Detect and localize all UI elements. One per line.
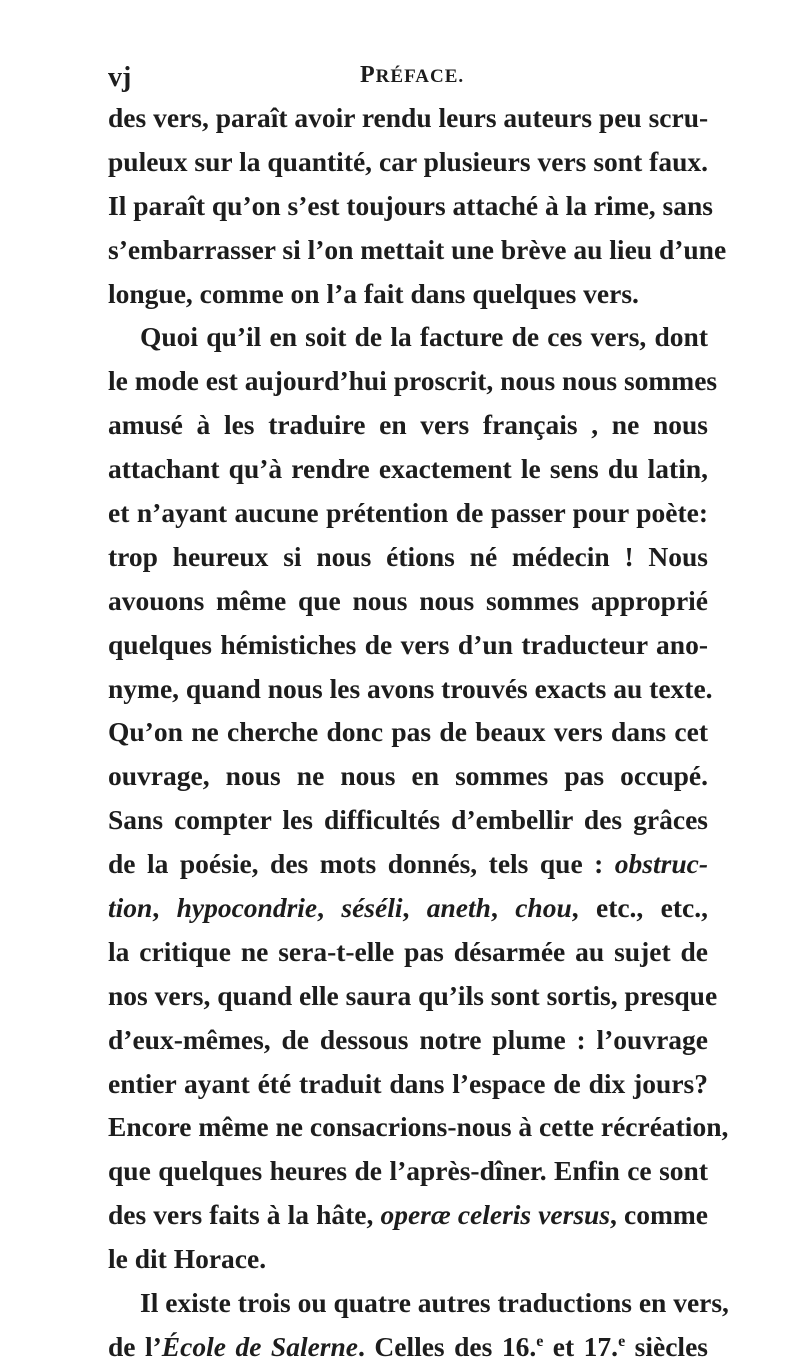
italic-segment: hypocondrie: [176, 892, 318, 924]
text-segment: ,: [317, 892, 342, 924]
text-line: [108, 1105, 729, 1149]
italic-segment: chou: [515, 892, 572, 924]
text-segment: Il paraît qu’on s’est toujours attaché à la rime, sans: [108, 189, 713, 221]
running-title-rest: RÉFACE.: [375, 66, 465, 87]
superscript: e: [536, 1332, 544, 1350]
italic-segment: obstruc-: [614, 848, 708, 880]
italic-segment: tion: [108, 892, 153, 924]
text-segment: entier ayant été traduit dans l’espace de dix jours?: [108, 1067, 708, 1099]
text-segment: nyme, quand nous les avons trouvés exacts au texte.: [108, 672, 713, 704]
text-line: [108, 491, 708, 535]
text-line: [108, 1325, 708, 1369]
text-segment: attachant qu’à rendre exactement le sens du latin,: [108, 453, 708, 485]
text-segment: ,: [490, 892, 516, 924]
text-line: [108, 96, 708, 140]
text-segment: puleux sur la quantité, car plusieurs vers sont faux.: [108, 145, 708, 177]
text-line: [108, 272, 708, 316]
italic-segment: séséli: [341, 892, 403, 924]
page-number: vj: [108, 62, 132, 93]
text-line: [108, 579, 708, 623]
text-segment: avouons même que nous nous sommes approprié: [108, 584, 708, 616]
text-segment: d’eux-mêmes, de dessous notre plume : l’ouvrage: [108, 1023, 708, 1055]
text-line: [108, 886, 708, 930]
text-line: [108, 535, 708, 579]
text-segment: Encore même ne consacrions-nous à cette récréation,: [108, 1111, 729, 1143]
text-segment: trop heureux si nous étions né médecin ! Nous: [108, 540, 708, 572]
running-title-initial: P: [360, 62, 376, 88]
text-line: [108, 1193, 708, 1237]
text-segment: s’embarrasser si l’on mettait une brève au lieu d’une: [108, 233, 727, 265]
text-segment: et n’ayant aucune prétention de passer pour poète:: [108, 497, 708, 529]
text-segment: le dit Horace.: [108, 1243, 267, 1275]
text-segment: et 17.: [543, 1330, 619, 1362]
text-segment: la critique ne sera-t-elle pas désarmée au sujet de: [108, 935, 708, 967]
text-segment: nos vers, quand elle saura qu’ils sont sortis, presque: [108, 979, 718, 1011]
italic-segment: aneth: [426, 892, 491, 924]
text-line: [108, 228, 727, 272]
text-segment: ,: [402, 892, 427, 924]
text-segment: ouvrage, nous ne nous en sommes pas occupé.: [108, 760, 708, 792]
text-line: [108, 315, 708, 359]
preface-text: [108, 96, 729, 1369]
superscript: e: [618, 1332, 626, 1350]
text-segment: des vers faits à la hâte,: [108, 1199, 381, 1231]
text-segment: de la poésie, des mots donnés, tels que :: [108, 848, 615, 880]
text-segment: Quoi qu’il en soit de la facture de ces vers, dont: [140, 321, 708, 353]
running-title: [360, 62, 464, 89]
italic-segment: operæ celeris versus: [380, 1199, 611, 1231]
text-line: [108, 930, 708, 974]
text-line: [108, 140, 708, 184]
text-line: [108, 974, 718, 1018]
text-line: [108, 359, 718, 403]
text-line: [108, 1237, 708, 1281]
text-segment: des vers, paraît avoir rendu leurs auteurs peu scru-: [108, 102, 709, 133]
text-line: [108, 623, 708, 667]
text-line: [108, 667, 713, 711]
text-line: [108, 798, 708, 842]
text-line: [108, 447, 708, 491]
text-line: [108, 1062, 708, 1106]
text-segment: , etc., etc.,: [571, 892, 708, 924]
text-line: [108, 710, 708, 754]
text-segment: Sans compter les difficultés d’embellir des grâces: [108, 804, 708, 836]
text-segment: Qu’on ne cherche donc pas de beaux vers dans cet: [108, 716, 708, 748]
text-line: [108, 1149, 708, 1193]
text-segment: que quelques heures de l’après-dîner. Enfin ce sont: [108, 1155, 708, 1187]
text-line: [108, 184, 713, 228]
text-line: [108, 403, 708, 447]
italic-segment: École de Salerne: [161, 1330, 358, 1362]
text-line: [108, 1281, 729, 1325]
text-segment: . Celles des 16.: [358, 1330, 537, 1362]
text-segment: le mode est aujourd’hui proscrit, nous nous sommes: [108, 365, 718, 397]
text-segment: ,: [152, 892, 177, 924]
text-line: [108, 842, 708, 886]
text-line: [108, 754, 708, 798]
text-line: [108, 1018, 708, 1062]
text-segment: siècles: [625, 1330, 708, 1362]
text-segment: amusé à les traduire en vers français , ne nous: [108, 409, 708, 441]
text-segment: , comme: [610, 1199, 708, 1231]
text-segment: de l’: [108, 1330, 162, 1362]
text-segment: Il existe trois ou quatre autres traductions en vers,: [140, 1287, 729, 1319]
text-segment: longue, comme on l’a fait dans quelques vers.: [108, 277, 639, 309]
text-segment: quelques hémistiches de vers d’un traducteur ano-: [108, 628, 708, 660]
